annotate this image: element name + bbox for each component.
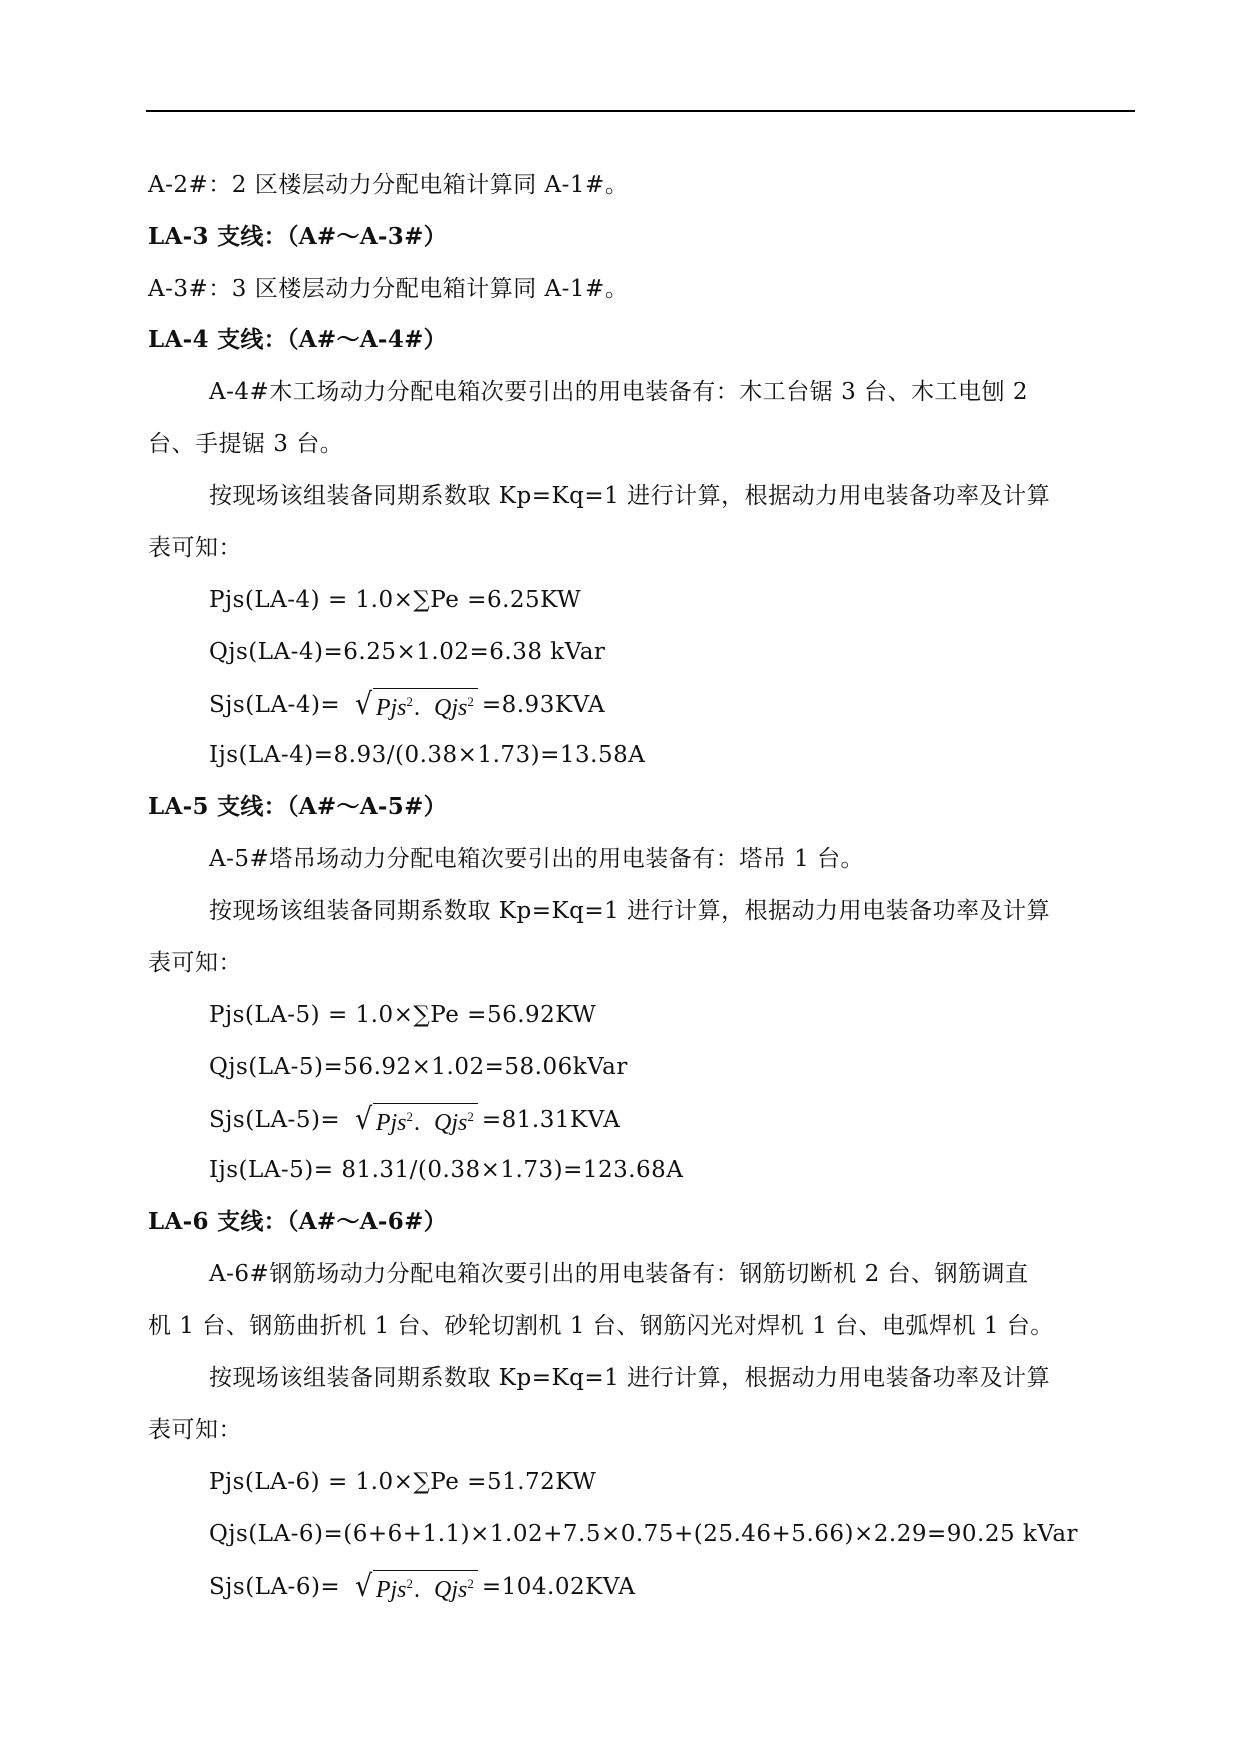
formula-line: Ijs(LA-4)=8.93/(0.38×1.73)=13.58A — [209, 742, 646, 768]
formula-line — [209, 1103, 620, 1136]
paragraph-line: A-6#钢筋场动力分配电箱次要引出的用电装备有：钢筋切断机 2 台、钢筋调直 — [209, 1261, 1029, 1287]
sqrt-expression: √ Pjs$^2$. Qjs$^2$ — [354, 1103, 478, 1136]
section-heading: LA-6 支线：（A#～A-6#） — [148, 1208, 447, 1235]
formula-line: Qjs(LA-4)=6.25×1.02=6.38 kVar — [209, 639, 606, 665]
paragraph-line: 台、手提锯 3 台。 — [148, 431, 344, 457]
sqrt-expression: √ Pjs$^2$. Qjs$^2$ — [354, 1570, 478, 1603]
header-rule — [146, 110, 1135, 112]
formula-lhs: Sjs(LA-6)= — [209, 1573, 341, 1600]
formula-line: Pjs(LA-6) = 1.0×∑Pe =51.72KW — [209, 1469, 597, 1495]
formula-line: Qjs(LA-5)=56.92×1.02=58.06kVar — [209, 1054, 628, 1080]
paragraph-line: 表可知： — [148, 950, 242, 976]
radical-sign-icon: √ — [355, 1568, 373, 1604]
sqrt-expression: √ Pjs$^2$. Qjs$^2$ — [354, 688, 478, 721]
section-heading: LA-4 支线：（A#～A-4#） — [148, 326, 447, 353]
text-line: A-2#：2 区楼层动力分配电箱计算同 A-1#。 — [148, 172, 629, 198]
formula-lhs: Sjs(LA-4)= — [209, 691, 341, 718]
formula-lhs: Sjs(LA-5)= — [209, 1106, 341, 1133]
paragraph-line: 按现场该组装备同期系数取 Kp=Kq=1 进行计算，根据动力用电装备功率及计算 — [209, 1365, 1051, 1391]
formula-rhs: =8.93KVA — [481, 691, 606, 718]
paragraph-line: 按现场该组装备同期系数取 Kp=Kq=1 进行计算，根据动力用电装备功率及计算 — [209, 898, 1051, 924]
formula-line: Pjs(LA-5) = 1.0×∑Pe =56.92KW — [209, 1002, 597, 1028]
radical-sign-icon: √ — [355, 686, 373, 722]
paragraph-line: 表可知： — [148, 1417, 242, 1443]
section-heading: LA-3 支线：（A#～A-3#） — [148, 223, 447, 250]
formula-line: Pjs(LA-4) = 1.0×∑Pe =6.25KW — [209, 587, 582, 613]
formula-line: Ijs(LA-5)= 81.31/(0.38×1.73)=123.68A — [209, 1157, 684, 1183]
paragraph-line: 按现场该组装备同期系数取 Kp=Kq=1 进行计算，根据动力用电装备功率及计算 — [209, 483, 1051, 509]
formula-line: Qjs(LA-6)=(6+6+1.1)×1.02+7.5×0.75+(25.46+5.66)×2.29=90.25 kVar — [209, 1521, 1079, 1547]
text-line: A-3#：3 区楼层动力分配电箱计算同 A-1#。 — [148, 276, 629, 302]
formula-line — [209, 688, 605, 721]
paragraph-line: A-4#木工场动力分配电箱次要引出的用电装备有：木工台锯 3 台、木工电刨 2 — [209, 379, 1028, 405]
radical-sign-icon: √ — [355, 1101, 373, 1137]
formula-line — [209, 1570, 635, 1603]
formula-rhs: =104.02KVA — [481, 1573, 636, 1600]
section-heading: LA-5 支线：（A#～A-5#） — [148, 793, 447, 820]
formula-rhs: =81.31KVA — [481, 1106, 621, 1133]
paragraph-line: 表可知： — [148, 535, 242, 561]
paragraph-line: 机 1 台、钢筋曲折机 1 台、砂轮切割机 1 台、钢筋闪光对焊机 1 台、电弧焊机 1 台。 — [148, 1313, 1054, 1339]
paragraph-line: A-5#塔吊场动力分配电箱次要引出的用电装备有：塔吊 1 台。 — [209, 846, 865, 872]
